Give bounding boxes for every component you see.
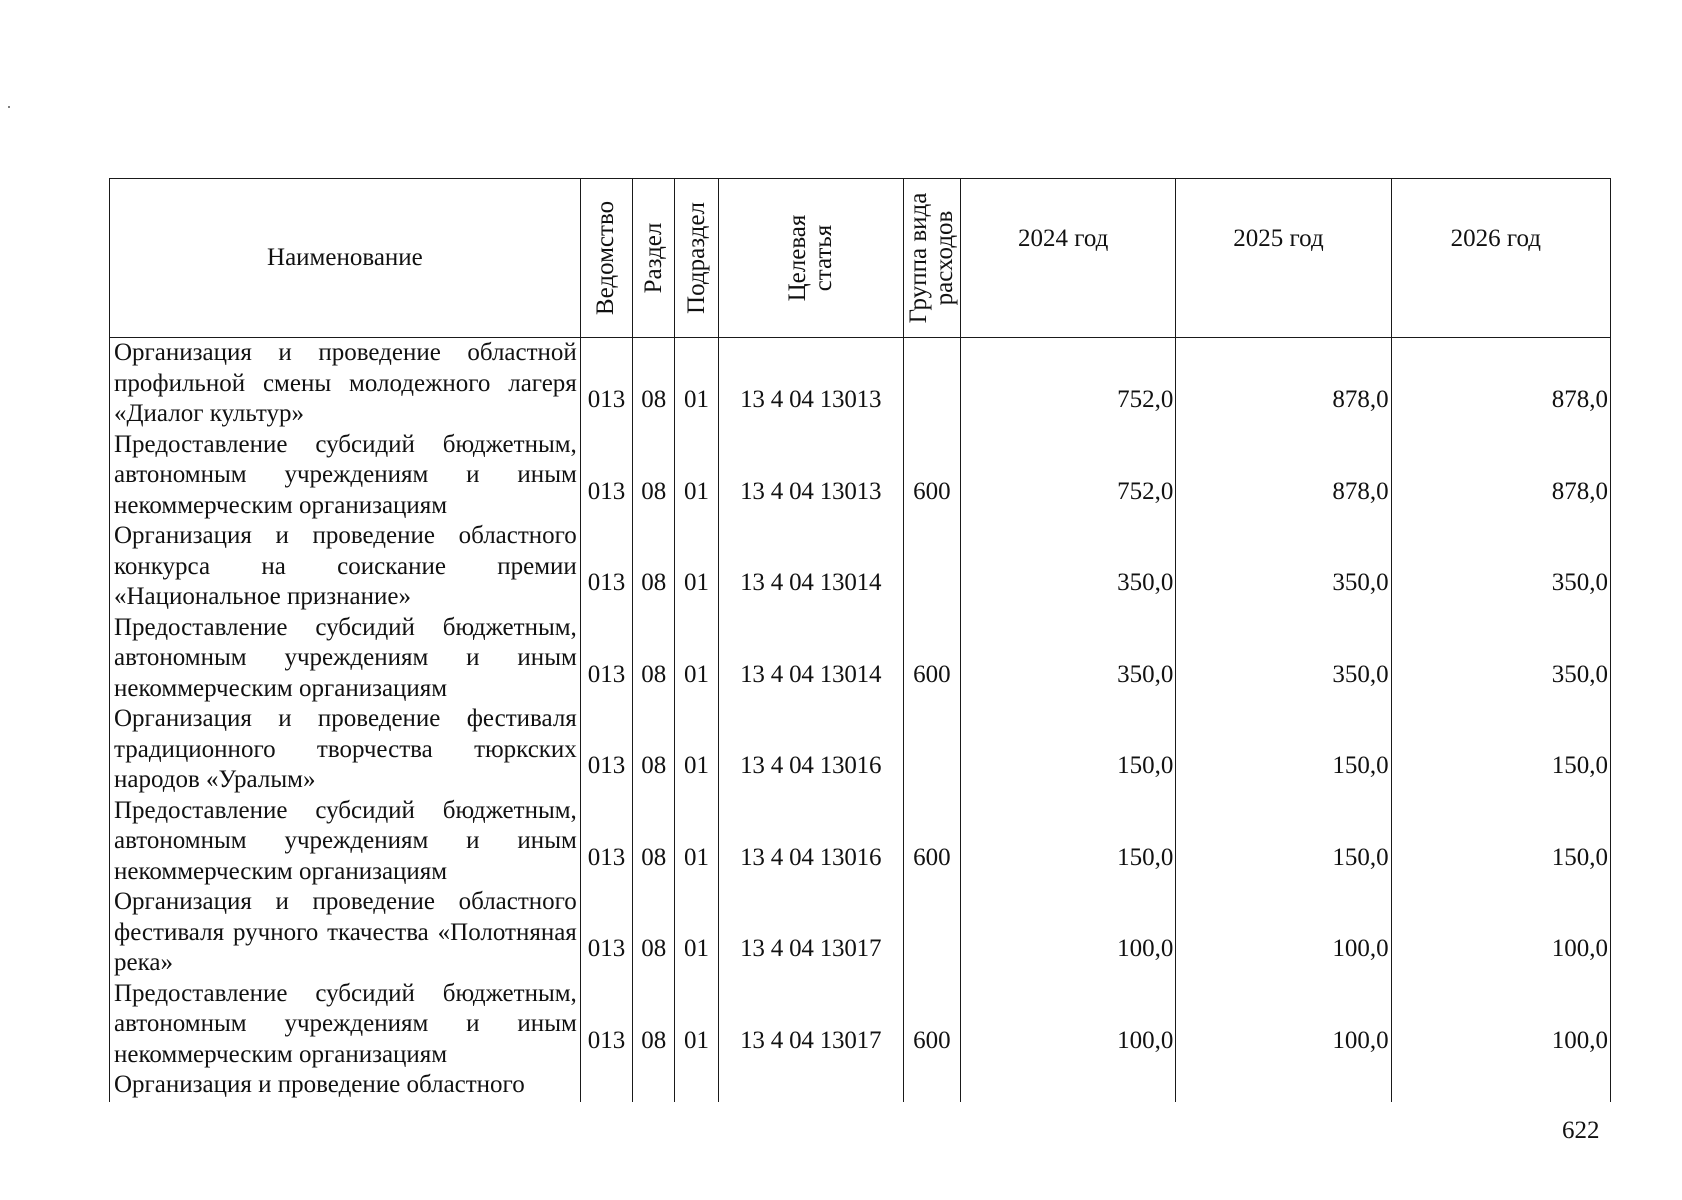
row-name: Организация и проведение областного конкурса на соискание премии «Национальное признание» <box>110 521 581 613</box>
row-department: 013 <box>580 613 632 705</box>
row-amount-2026: 100,0 <box>1391 979 1610 1071</box>
row-section <box>633 1070 675 1102</box>
row-expense-group <box>903 887 960 979</box>
row-amount-2024: 752,0 <box>961 338 1176 430</box>
row-subsection: 01 <box>675 521 718 613</box>
row-subsection: 01 <box>675 704 718 796</box>
row-amount-2025: 350,0 <box>1176 613 1391 705</box>
row-name: Предоставление субсидий бюджетным, автономным учреждениям и иным некоммерческим организациям <box>110 613 581 705</box>
row-amount-2024 <box>961 1070 1176 1102</box>
row-department: 013 <box>580 521 632 613</box>
row-amount-2024: 350,0 <box>961 521 1176 613</box>
row-department: 013 <box>580 704 632 796</box>
budget-table <box>109 178 1611 1102</box>
row-amount-2025 <box>1176 1070 1391 1102</box>
table-row <box>110 979 1611 1071</box>
row-section: 08 <box>633 430 675 522</box>
row-section: 08 <box>633 704 675 796</box>
table-row <box>110 613 1611 705</box>
row-subsection: 01 <box>675 613 718 705</box>
row-name: Организация и проведение областного <box>110 1070 581 1102</box>
row-amount-2026: 150,0 <box>1391 704 1610 796</box>
row-department: 013 <box>580 979 632 1071</box>
table-row <box>110 704 1611 796</box>
table-row-continued <box>110 1070 1611 1102</box>
row-amount-2026: 100,0 <box>1391 887 1610 979</box>
row-expense-group <box>903 521 960 613</box>
row-target-article: 13 4 04 13016 <box>718 796 903 888</box>
row-expense-group <box>903 1070 960 1102</box>
row-subsection: 01 <box>675 338 718 430</box>
table-row <box>110 887 1611 979</box>
header-subsection: Подраздел <box>675 179 718 338</box>
row-amount-2025: 878,0 <box>1176 430 1391 522</box>
row-section: 08 <box>633 979 675 1071</box>
row-amount-2025: 100,0 <box>1176 979 1391 1071</box>
header-target-article: Целевая статья <box>718 179 903 338</box>
scan-speck <box>8 106 10 108</box>
header-department: Ведомство <box>580 179 632 338</box>
row-department: 013 <box>580 887 632 979</box>
row-expense-group: 600 <box>903 613 960 705</box>
row-target-article: 13 4 04 13014 <box>718 613 903 705</box>
header-expense-group: Группа вида расходов <box>903 179 960 338</box>
row-target-article: 13 4 04 13014 <box>718 521 903 613</box>
row-amount-2026: 150,0 <box>1391 796 1610 888</box>
table-row <box>110 338 1611 430</box>
row-expense-group <box>903 704 960 796</box>
row-department: 013 <box>580 338 632 430</box>
table-row <box>110 430 1611 522</box>
row-amount-2024: 100,0 <box>961 979 1176 1071</box>
row-amount-2025: 150,0 <box>1176 796 1391 888</box>
header-year-2025: 2025 год <box>1176 179 1391 338</box>
page-number: 622 <box>1562 1117 1600 1144</box>
row-expense-group: 600 <box>903 979 960 1071</box>
row-subsection: 01 <box>675 887 718 979</box>
row-target-article <box>718 1070 903 1102</box>
table-row <box>110 796 1611 888</box>
row-amount-2024: 100,0 <box>961 887 1176 979</box>
row-expense-group <box>903 338 960 430</box>
row-target-article: 13 4 04 13017 <box>718 887 903 979</box>
row-amount-2026 <box>1391 1070 1610 1102</box>
row-amount-2024: 752,0 <box>961 430 1176 522</box>
row-amount-2024: 350,0 <box>961 613 1176 705</box>
row-amount-2026: 350,0 <box>1391 521 1610 613</box>
row-amount-2026: 878,0 <box>1391 338 1610 430</box>
row-target-article: 13 4 04 13013 <box>718 338 903 430</box>
row-section: 08 <box>633 796 675 888</box>
row-expense-group: 600 <box>903 796 960 888</box>
table-header-row <box>110 179 1611 338</box>
row-name: Предоставление субсидий бюджетным, автономным учреждениям и иным некоммерческим организациям <box>110 979 581 1071</box>
row-section: 08 <box>633 887 675 979</box>
row-amount-2026: 878,0 <box>1391 430 1610 522</box>
row-name: Предоставление субсидий бюджетным, автономным учреждениям и иным некоммерческим организациям <box>110 796 581 888</box>
header-year-2026: 2026 год <box>1391 179 1610 338</box>
row-subsection: 01 <box>675 796 718 888</box>
row-name: Предоставление субсидий бюджетным, автономным учреждениям и иным некоммерческим организациям <box>110 430 581 522</box>
row-amount-2025: 100,0 <box>1176 887 1391 979</box>
row-department: 013 <box>580 796 632 888</box>
row-section: 08 <box>633 613 675 705</box>
row-expense-group: 600 <box>903 430 960 522</box>
row-section: 08 <box>633 521 675 613</box>
row-subsection <box>675 1070 718 1102</box>
row-amount-2025: 350,0 <box>1176 521 1391 613</box>
row-target-article: 13 4 04 13013 <box>718 430 903 522</box>
row-amount-2025: 878,0 <box>1176 338 1391 430</box>
row-subsection: 01 <box>675 979 718 1071</box>
row-department <box>580 1070 632 1102</box>
row-target-article: 13 4 04 13016 <box>718 704 903 796</box>
header-year-2024: 2024 год <box>961 179 1176 338</box>
row-target-article: 13 4 04 13017 <box>718 979 903 1071</box>
row-department: 013 <box>580 430 632 522</box>
row-section: 08 <box>633 338 675 430</box>
row-name: Организация и проведение фестиваля традиционного творчества тюркских народов «Уралым» <box>110 704 581 796</box>
row-amount-2026: 350,0 <box>1391 613 1610 705</box>
row-subsection: 01 <box>675 430 718 522</box>
row-amount-2024: 150,0 <box>961 796 1176 888</box>
row-name: Организация и проведение областного фестиваля ручного ткачества «Полотняная река» <box>110 887 581 979</box>
row-amount-2025: 150,0 <box>1176 704 1391 796</box>
header-name: Наименование <box>110 179 581 338</box>
header-section: Раздел <box>633 179 675 338</box>
row-name: Организация и проведение областной профильной смены молодежного лагеря «Диалог культур» <box>110 338 581 430</box>
table-row <box>110 521 1611 613</box>
row-amount-2024: 150,0 <box>961 704 1176 796</box>
